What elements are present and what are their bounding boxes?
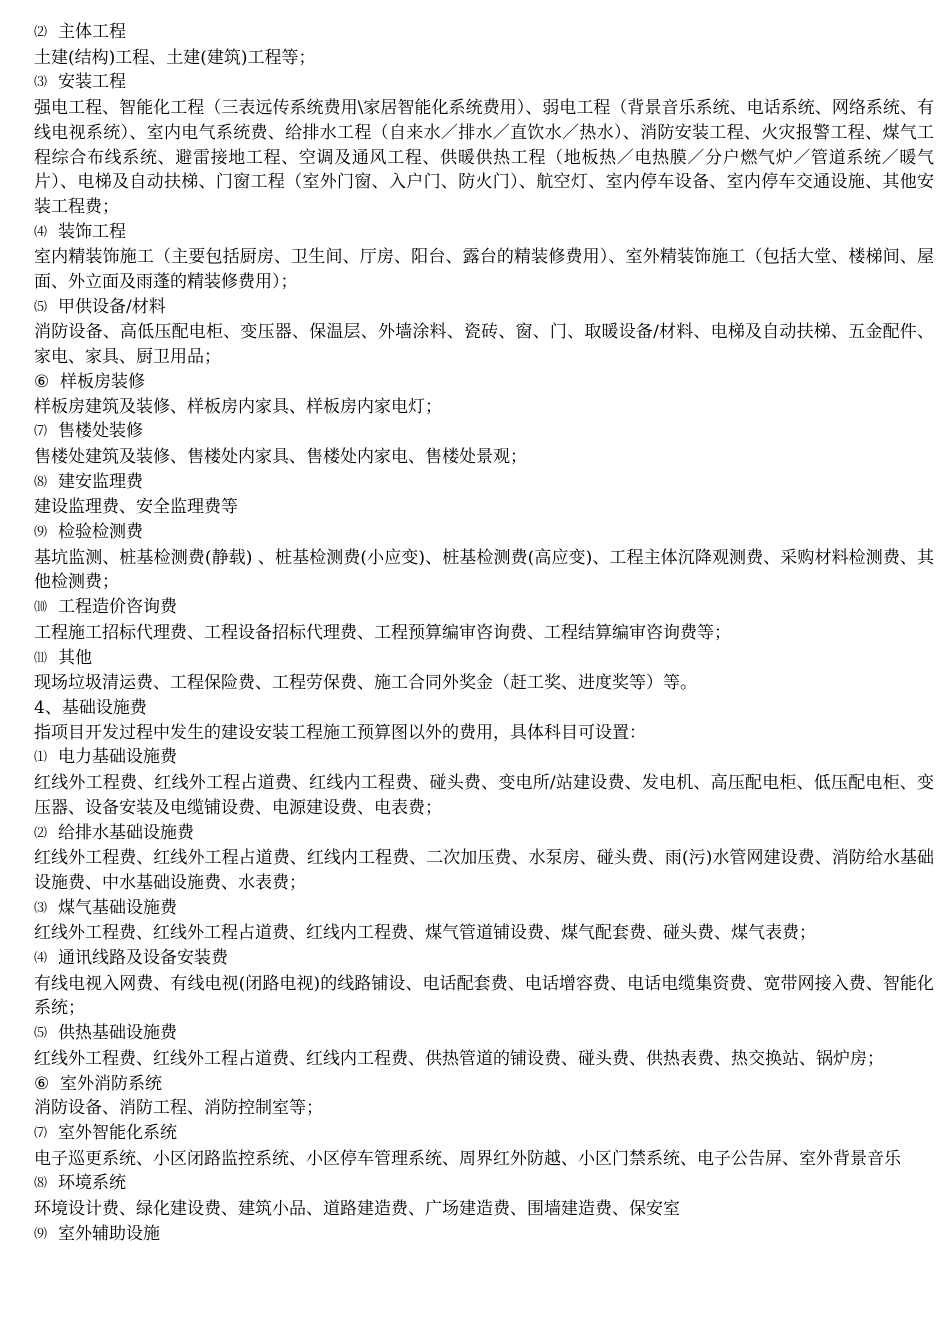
section-heading (34, 220, 934, 246)
section-title: 安装工程 (58, 72, 126, 93)
section-heading (34, 295, 934, 321)
paragraph: 消防设备、高低压配电柜、变压器、保温层、外墙涂料、瓷砖、窗、门、取暖设备/材料、电梯及自动扶梯、五金配件、家电、家具、厨卫用品； (34, 322, 934, 368)
section-title: 室外智能化系统 (58, 1122, 177, 1143)
section-title: 甲供设备/材料 (58, 296, 166, 317)
paragraph: 样板房建筑及装修、样板房内家具、样板房内家电灯； (34, 396, 442, 417)
section-number: ⑶ (34, 900, 48, 916)
section-title: 工程造价咨询费 (58, 597, 177, 618)
section-number: ⑷ (34, 224, 48, 240)
paragraph: 基坑监测、桩基检测费(静载) 、桩基检测费(小应变)、桩基检测费(高应变)、工程主体沉降观测费、采购材料检测费、其他检测费； (34, 547, 934, 593)
section-heading (34, 821, 934, 847)
paragraph: 现场垃圾清运费、工程保险费、工程劳保费、施工合同外奖金（赶工奖、进度奖等）等。 (34, 673, 697, 694)
section-heading (34, 1072, 934, 1097)
section-heading (34, 70, 934, 96)
paragraph: 电子巡更系统、小区闭路监控系统、小区停车管理系统、周界红外防越、小区门禁系统、电子公告屏、室外背景音乐 (34, 1148, 901, 1169)
section-heading (34, 470, 934, 496)
section-title: 环境系统 (58, 1173, 126, 1194)
section-number: ⑸ (34, 1026, 48, 1042)
paragraph: 有线电视入网费、有线电视(闭路电视)的线路铺设、电话配套费、电话增容费、电话电缆集资费、宽带网接入费、智能化系统； (34, 973, 934, 1019)
section-heading (34, 745, 934, 771)
section-title: 电力基础设施费 (58, 747, 177, 768)
section-number: ⑴ (34, 750, 48, 766)
section-number: ⑥ (34, 1073, 50, 1094)
paragraph: 建设监理费、安全监理费等 (34, 497, 238, 518)
paragraph: 消防设备、消防工程、消防控制室等； (34, 1098, 323, 1119)
section-title: 样板房装修 (60, 371, 145, 392)
section-heading (34, 520, 934, 546)
section-number: ⑾ (34, 650, 48, 666)
section-number: ⑺ (34, 1125, 48, 1141)
section-title: 煤气基础设施费 (58, 897, 177, 918)
section-title: 其他 (58, 647, 92, 668)
section-number: ⑸ (34, 299, 48, 315)
section-title: 给排水基础设施费 (58, 822, 194, 843)
section-number: ⑻ (34, 474, 48, 490)
section-title: 售楼处装修 (58, 421, 143, 442)
section-title: 装饰工程 (58, 221, 126, 242)
paragraph: 土建(结构)工程、土建(建筑)工程等； (34, 47, 316, 68)
paragraph: 售楼处建筑及装修、售楼处内家具、售楼处内家电、售楼处景观； (34, 446, 527, 467)
section-heading (34, 646, 934, 672)
section-title: 室外辅助设施 (58, 1223, 160, 1244)
paragraph: 室内精装饰施工（主要包括厨房、卫生间、厅房、阳台、露台的精装修费用）、室外精装饰施工（包括大堂、楼梯间、屋面、外立面及雨蓬的精装修费用）； (34, 247, 934, 293)
paragraph: 工程施工招标代理费、工程设备招标代理费、工程预算编审咨询费、工程结算编审咨询费等； (34, 622, 731, 643)
paragraph: 红线外工程费、红线外工程占道费、红线内工程费、煤气管道铺设费、煤气配套费、碰头费、煤气表费； (34, 923, 816, 944)
paragraph: 红线外工程费、红线外工程占道费、红线内工程费、供热管道的铺设费、碰头费、供热表费、热交换站、锅炉房； (34, 1048, 884, 1069)
section-heading (34, 370, 934, 395)
section-heading (34, 1021, 934, 1047)
paragraph: 红线外工程费、红线外工程占道费、红线内工程费、碰头费、变电所/站建设费、发电机、高压配电柜、低压配电柜、变压器、设备安装及电缆铺设费、电源建设费、电表费； (34, 773, 934, 818)
section-number: ⑺ (34, 424, 48, 440)
section-title: 室外消防系统 (60, 1073, 162, 1094)
section-number: ⑼ (34, 525, 48, 541)
section-number: ⑷ (34, 951, 48, 967)
section-heading (34, 946, 934, 972)
section-heading (34, 20, 934, 46)
section-title: 建安监理费 (58, 471, 143, 492)
section-number: ⑼ (34, 1226, 48, 1242)
section-heading (34, 1121, 934, 1147)
section-title: 主体工程 (58, 22, 126, 42)
section-title: 供热基础设施费 (58, 1023, 177, 1044)
paragraph: 环境设计费、绿化建设费、建筑小品、道路建造费、广场建造费、围墙建造费、保安室 (34, 1199, 680, 1220)
section-title: 通讯线路及设备安装费 (58, 948, 228, 969)
section-number: ⑵ (34, 825, 48, 841)
section-number: ⑽ (34, 600, 48, 616)
section-number: ⑵ (34, 25, 48, 40)
section-heading (34, 1171, 934, 1197)
paragraph: 红线外工程费、红线外工程占道费、红线内工程费、二次加压费、水泵房、碰头费、雨(污)水管网建设费、消防给水基础设施费、中水基础设施费、水表费； (34, 848, 934, 893)
section-number: ⑶ (34, 75, 48, 91)
section-heading (34, 419, 934, 445)
section-heading (34, 595, 934, 621)
section-number: ⑥ (34, 371, 50, 392)
paragraph: 4、基础设施费 (34, 697, 147, 718)
paragraph: 指项目开发过程中发生的建设安装工程施工预算图以外的费用，具体科目可设置： (34, 722, 646, 743)
section-number: ⑻ (34, 1176, 48, 1192)
section-heading (34, 1222, 934, 1248)
section-heading (34, 896, 934, 922)
section-title: 检验检测费 (58, 522, 143, 543)
paragraph: 强电工程、智能化工程（三表远传系统费用\家居智能化系统费用）、弱电工程（背景音乐系统、电话系统、网络系统、有线电视系统）、室内电气系统费、给排水工程（自来水／排水／直饮水／热水）、消防安装工程、火灾报警工程、煤气工程综合布线系统、避雷接地工程、空调及通风工程、供暖供热工程（地板热／电热膜／分户燃气炉／管道系统／暖气片）、电梯及自动扶梯、门窗工程（室外门窗、入户门、防火门）、航空灯、室内停车设备、室内停车交通设施、其他安装工程费； (34, 98, 934, 217)
